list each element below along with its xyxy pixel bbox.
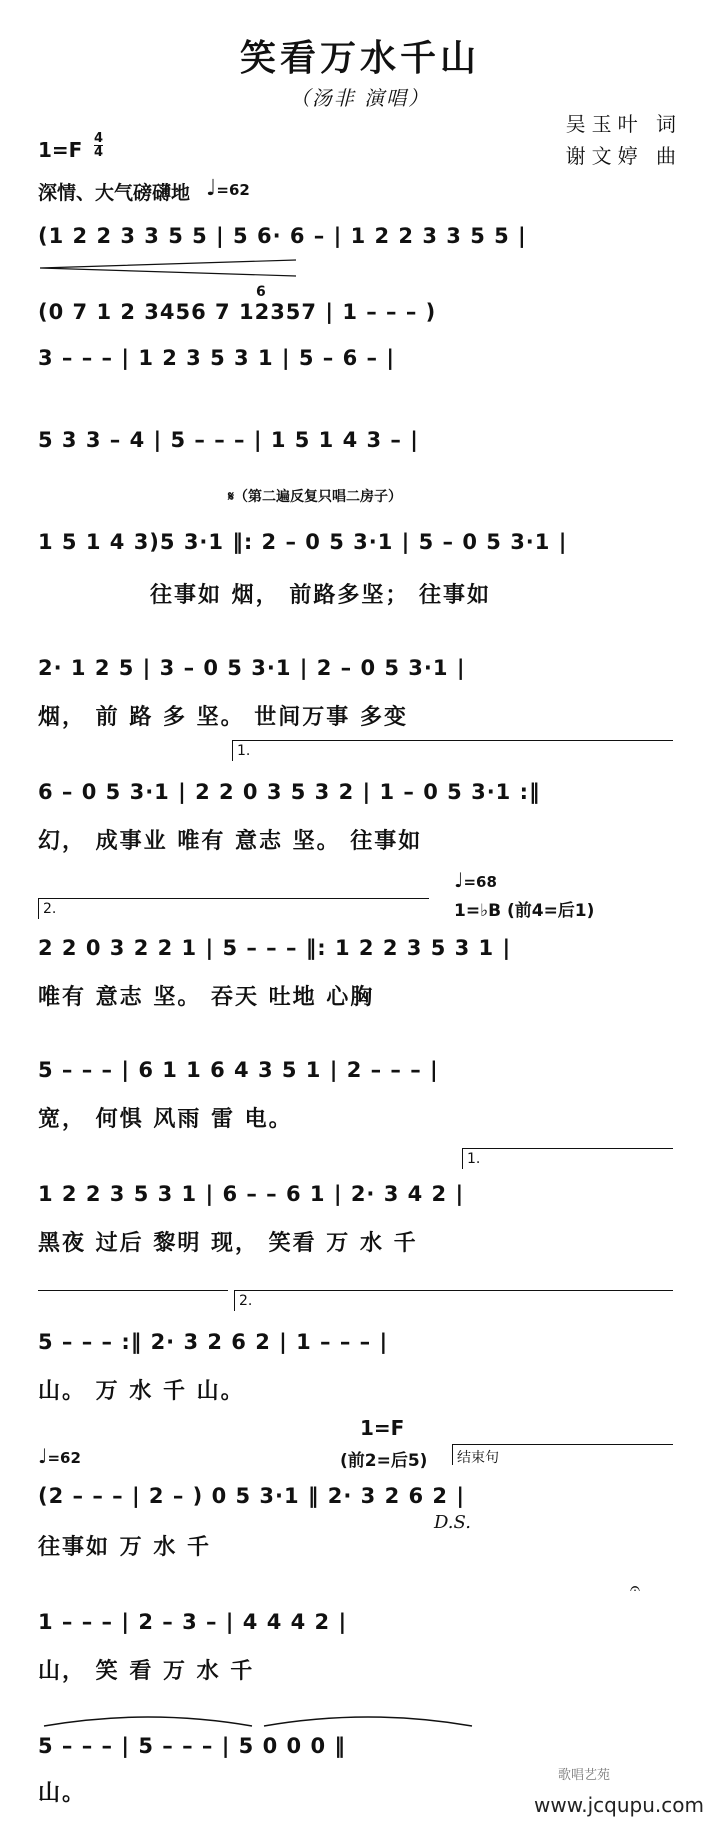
lyrics-row-13: 山， 笑 看 万 水 千	[38, 1659, 255, 1684]
notation-row-14: 5 – – – | 5 – – – | 5 0 0 0 ‖	[38, 1734, 346, 1758]
notation-row-11: 5 – – – :‖ 2· 3 2 6 2 | 1 – – – |	[38, 1330, 389, 1354]
score-title: 笑看万水千山	[239, 38, 480, 79]
notation-row-12: (2 – – – | 2 – ) 0 5 3·1 ‖ 2· 3 2 6 2 |	[38, 1484, 466, 1508]
tempo-change-68	[454, 868, 497, 892]
lyrics-row-5: 往事如 烟， 前路多坚； 往事如	[150, 583, 491, 608]
lyrics-row-7: 幻， 成事业 唯有 意志 坚。 往事如	[38, 829, 423, 854]
crescendo-hairpin	[38, 258, 298, 278]
notation-row-2: (0 7 1 2 3456 7 12357 | 1 – – – )	[38, 300, 437, 324]
first-ending-continuation	[38, 1290, 228, 1291]
second-ending-bracket	[38, 898, 429, 919]
notation-row-3: 3 – – – | 1 2 3 5 3 1 | 5 – 6 – |	[38, 346, 395, 370]
key-change-bflat: 1=♭B (前4=后1)	[454, 901, 595, 921]
second-ending-label: 2.	[43, 901, 57, 917]
segno-instruction: 𝄋（第二遍反复只唱二房子）	[228, 489, 403, 505]
final-tie-arcs	[38, 1706, 478, 1730]
source-watermark-url: www.jcqupu.com	[534, 1793, 704, 1817]
first-ending-label-2: 1.	[467, 1151, 481, 1167]
time-signature-bottom: 4	[94, 145, 104, 160]
lyrics-row-11: 山。 万 水 千 山。	[38, 1379, 245, 1404]
tempo-value-68: =68	[463, 873, 497, 891]
second-ending-label-2: 2.	[239, 1293, 253, 1309]
tempo-marking	[206, 176, 250, 201]
quarter-note-icon: ♩	[38, 1444, 48, 1468]
expression-marking: 深情、大气磅礴地	[38, 182, 191, 204]
time-signature-top: 4	[94, 131, 104, 146]
notation-row-4: 5 3 3 – 4 | 5 – – – | 1 5 1 4 3 – |	[38, 428, 419, 452]
tempo-change-62	[38, 1444, 81, 1468]
lyrics-row-14: 山。	[38, 1781, 87, 1806]
score-subtitle: （汤非 演唱）	[289, 86, 431, 110]
composer-credit: 谢文婷 曲	[565, 144, 682, 168]
key-return-modulation: (前2=后5)	[340, 1451, 428, 1471]
lyrics-row-8: 唯有 意志 坚。 吞天 吐地 心胸	[38, 985, 375, 1010]
tempo-value: =62	[216, 181, 250, 199]
coda-label: 结束句	[457, 1450, 499, 1466]
coda-bracket	[452, 1444, 673, 1465]
fermata-icon: 𝄐	[630, 1578, 641, 1599]
notation-row-1: (1 2 2 3 3 5 5 | 5 6· 6 – | 1 2 2 3 3 5 5 |	[38, 224, 527, 248]
time-signature	[94, 132, 103, 159]
tempo-value-62: =62	[47, 1449, 81, 1467]
lyrics-row-6: 烟， 前 路 多 坚。 世间万事 多变	[38, 705, 408, 730]
first-ending-bracket	[232, 740, 673, 761]
lyricist-credit: 吴玉叶 词	[565, 112, 682, 136]
notation-row-10: 1 2 2 3 5 3 1 | 6 – – 6 1 | 2· 3 4 2 |	[38, 1182, 465, 1206]
first-ending-bracket-2	[462, 1148, 673, 1169]
lyrics-row-10: 黑夜 过后 黎明 现， 笑看 万 水 千	[38, 1231, 418, 1256]
quarter-note-icon: ♩	[206, 176, 217, 201]
notation-row-5: 1 5 1 4 3)5 3·1 ‖: 2 – 0 5 3·1 | 5 – 0 5 3·1 |	[38, 530, 568, 554]
notation-row-13: 1 – – – | 2 – 3 – | 4 4 4 2 |	[38, 1610, 348, 1634]
notation-row-9: 5 – – – | 6 1 1 6 4 3 5 1 | 2 – – – |	[38, 1058, 439, 1082]
notation-row-6: 2· 1 2 5 | 3 – 0 5 3·1 | 2 – 0 5 3·1 |	[38, 656, 466, 680]
lyrics-row-9: 宽， 何惧 风雨 雷 电。	[38, 1107, 293, 1132]
notation-row-8: 2 2 0 3 2 2 1 | 5 – – – ‖: 1 2 2 3 5 3 1 |	[38, 936, 512, 960]
key-return-f: 1=F	[360, 1416, 405, 1440]
dal-segno-marking: D.S.	[434, 1512, 471, 1533]
tuplet-marker: 6	[256, 284, 266, 300]
lyrics-row-12: 往事如 万 水 千	[38, 1535, 211, 1560]
notation-row-7: 6 – 0 5 3·1 | 2 2 0 3 5 3 2 | 1 – 0 5 3·1 :‖	[38, 780, 541, 804]
first-ending-label: 1.	[237, 743, 251, 759]
quarter-note-icon: ♩	[454, 868, 464, 892]
key-signature: 1=F	[38, 138, 83, 162]
source-watermark-small: 歌唱艺苑	[557, 1768, 610, 1783]
second-ending-bracket-2	[234, 1290, 673, 1311]
